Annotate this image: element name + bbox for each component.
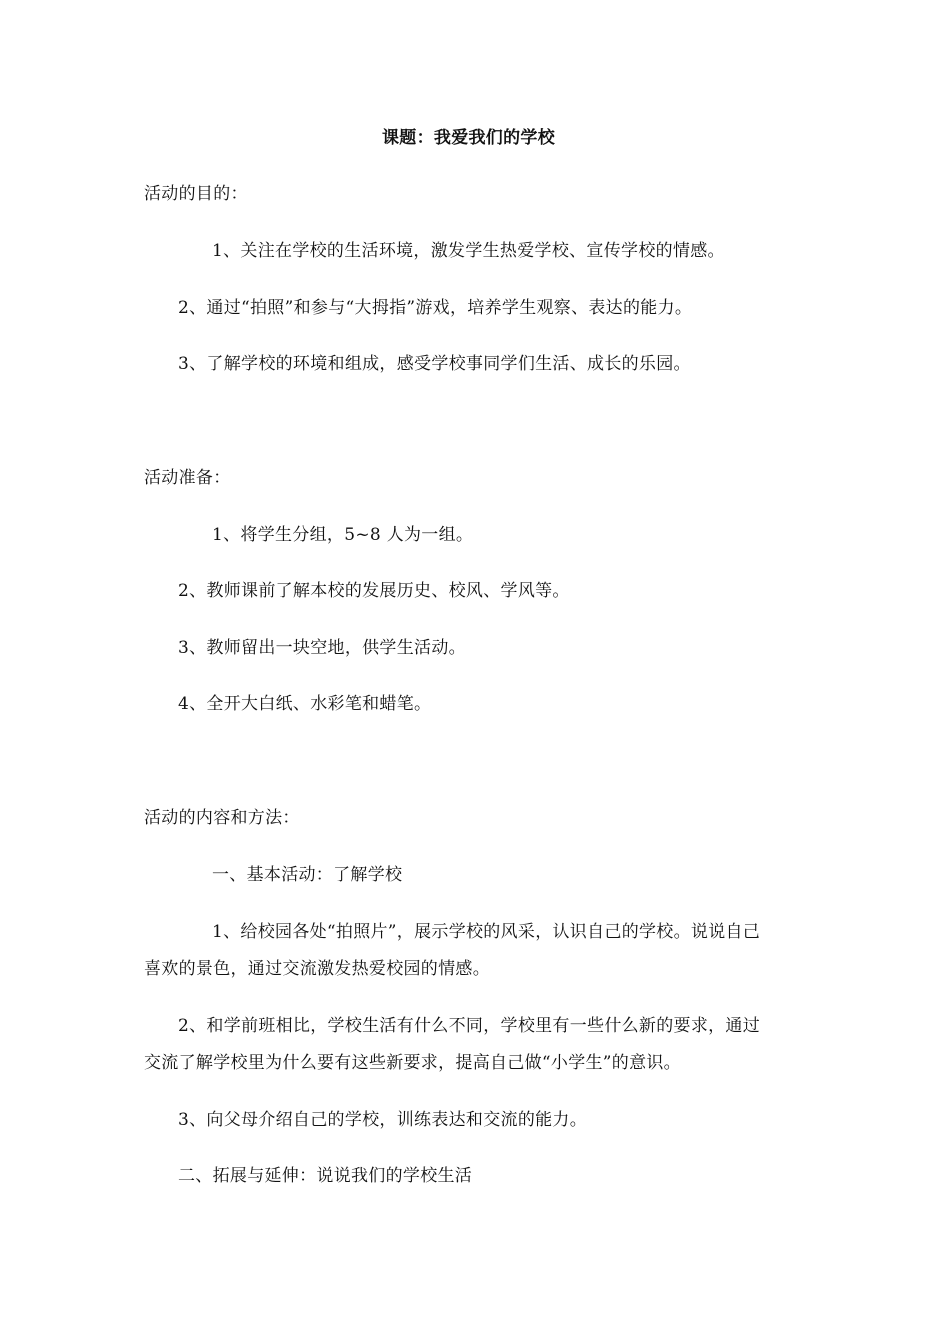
section-1-title: 一、基本活动：了解学校 <box>212 865 403 885</box>
purpose-item-1: 1、关注在学校的生活环境，激发学生热爱学校、宣传学校的情感。 <box>212 241 725 261</box>
preparation-item-2: 2、教师课前了解本校的发展历史、校风、学风等。 <box>178 581 570 601</box>
section-2-title: 二、拓展与延伸：说说我们的学校生活 <box>178 1166 473 1186</box>
content-item-2-line-2: 交流了解学校里为什么要有这些新要求，提高自己做“小学生”的意识。 <box>144 1053 681 1073</box>
content-item-1-line-1: 1、给校园各处“拍照片”，展示学校的风采，认识自己的学校。说说自己 <box>212 922 761 942</box>
content-item-2-line-1: 2、和学前班相比，学校生活有什么不同，学校里有一些什么新的要求，通过 <box>178 1016 761 1036</box>
content-item-3: 3、向父母介绍自己的学校，训练表达和交流的能力。 <box>178 1110 588 1130</box>
purpose-item-2: 2、通过“拍照”和参与“大拇指”游戏，培养学生观察、表达的能力。 <box>178 298 693 318</box>
content-item-1-line-2: 喜欢的景色，通过交流激发热爱校园的情感。 <box>144 959 490 979</box>
purpose-item-3: 3、了解学校的环境和组成，感受学校事同学们生活、成长的乐园。 <box>178 354 691 374</box>
preparation-item-1: 1、将学生分组，5~8 人为一组。 <box>212 525 474 545</box>
document-title: 课题：我爱我们的学校 <box>382 128 555 148</box>
content-heading: 活动的内容和方法： <box>144 808 300 828</box>
preparation-item-3: 3、教师留出一块空地，供学生活动。 <box>178 638 466 658</box>
preparation-heading: 活动准备： <box>144 468 231 488</box>
preparation-item-4: 4、全开大白纸、水彩笔和蜡笔。 <box>178 694 432 714</box>
purpose-heading: 活动的目的： <box>144 184 248 204</box>
